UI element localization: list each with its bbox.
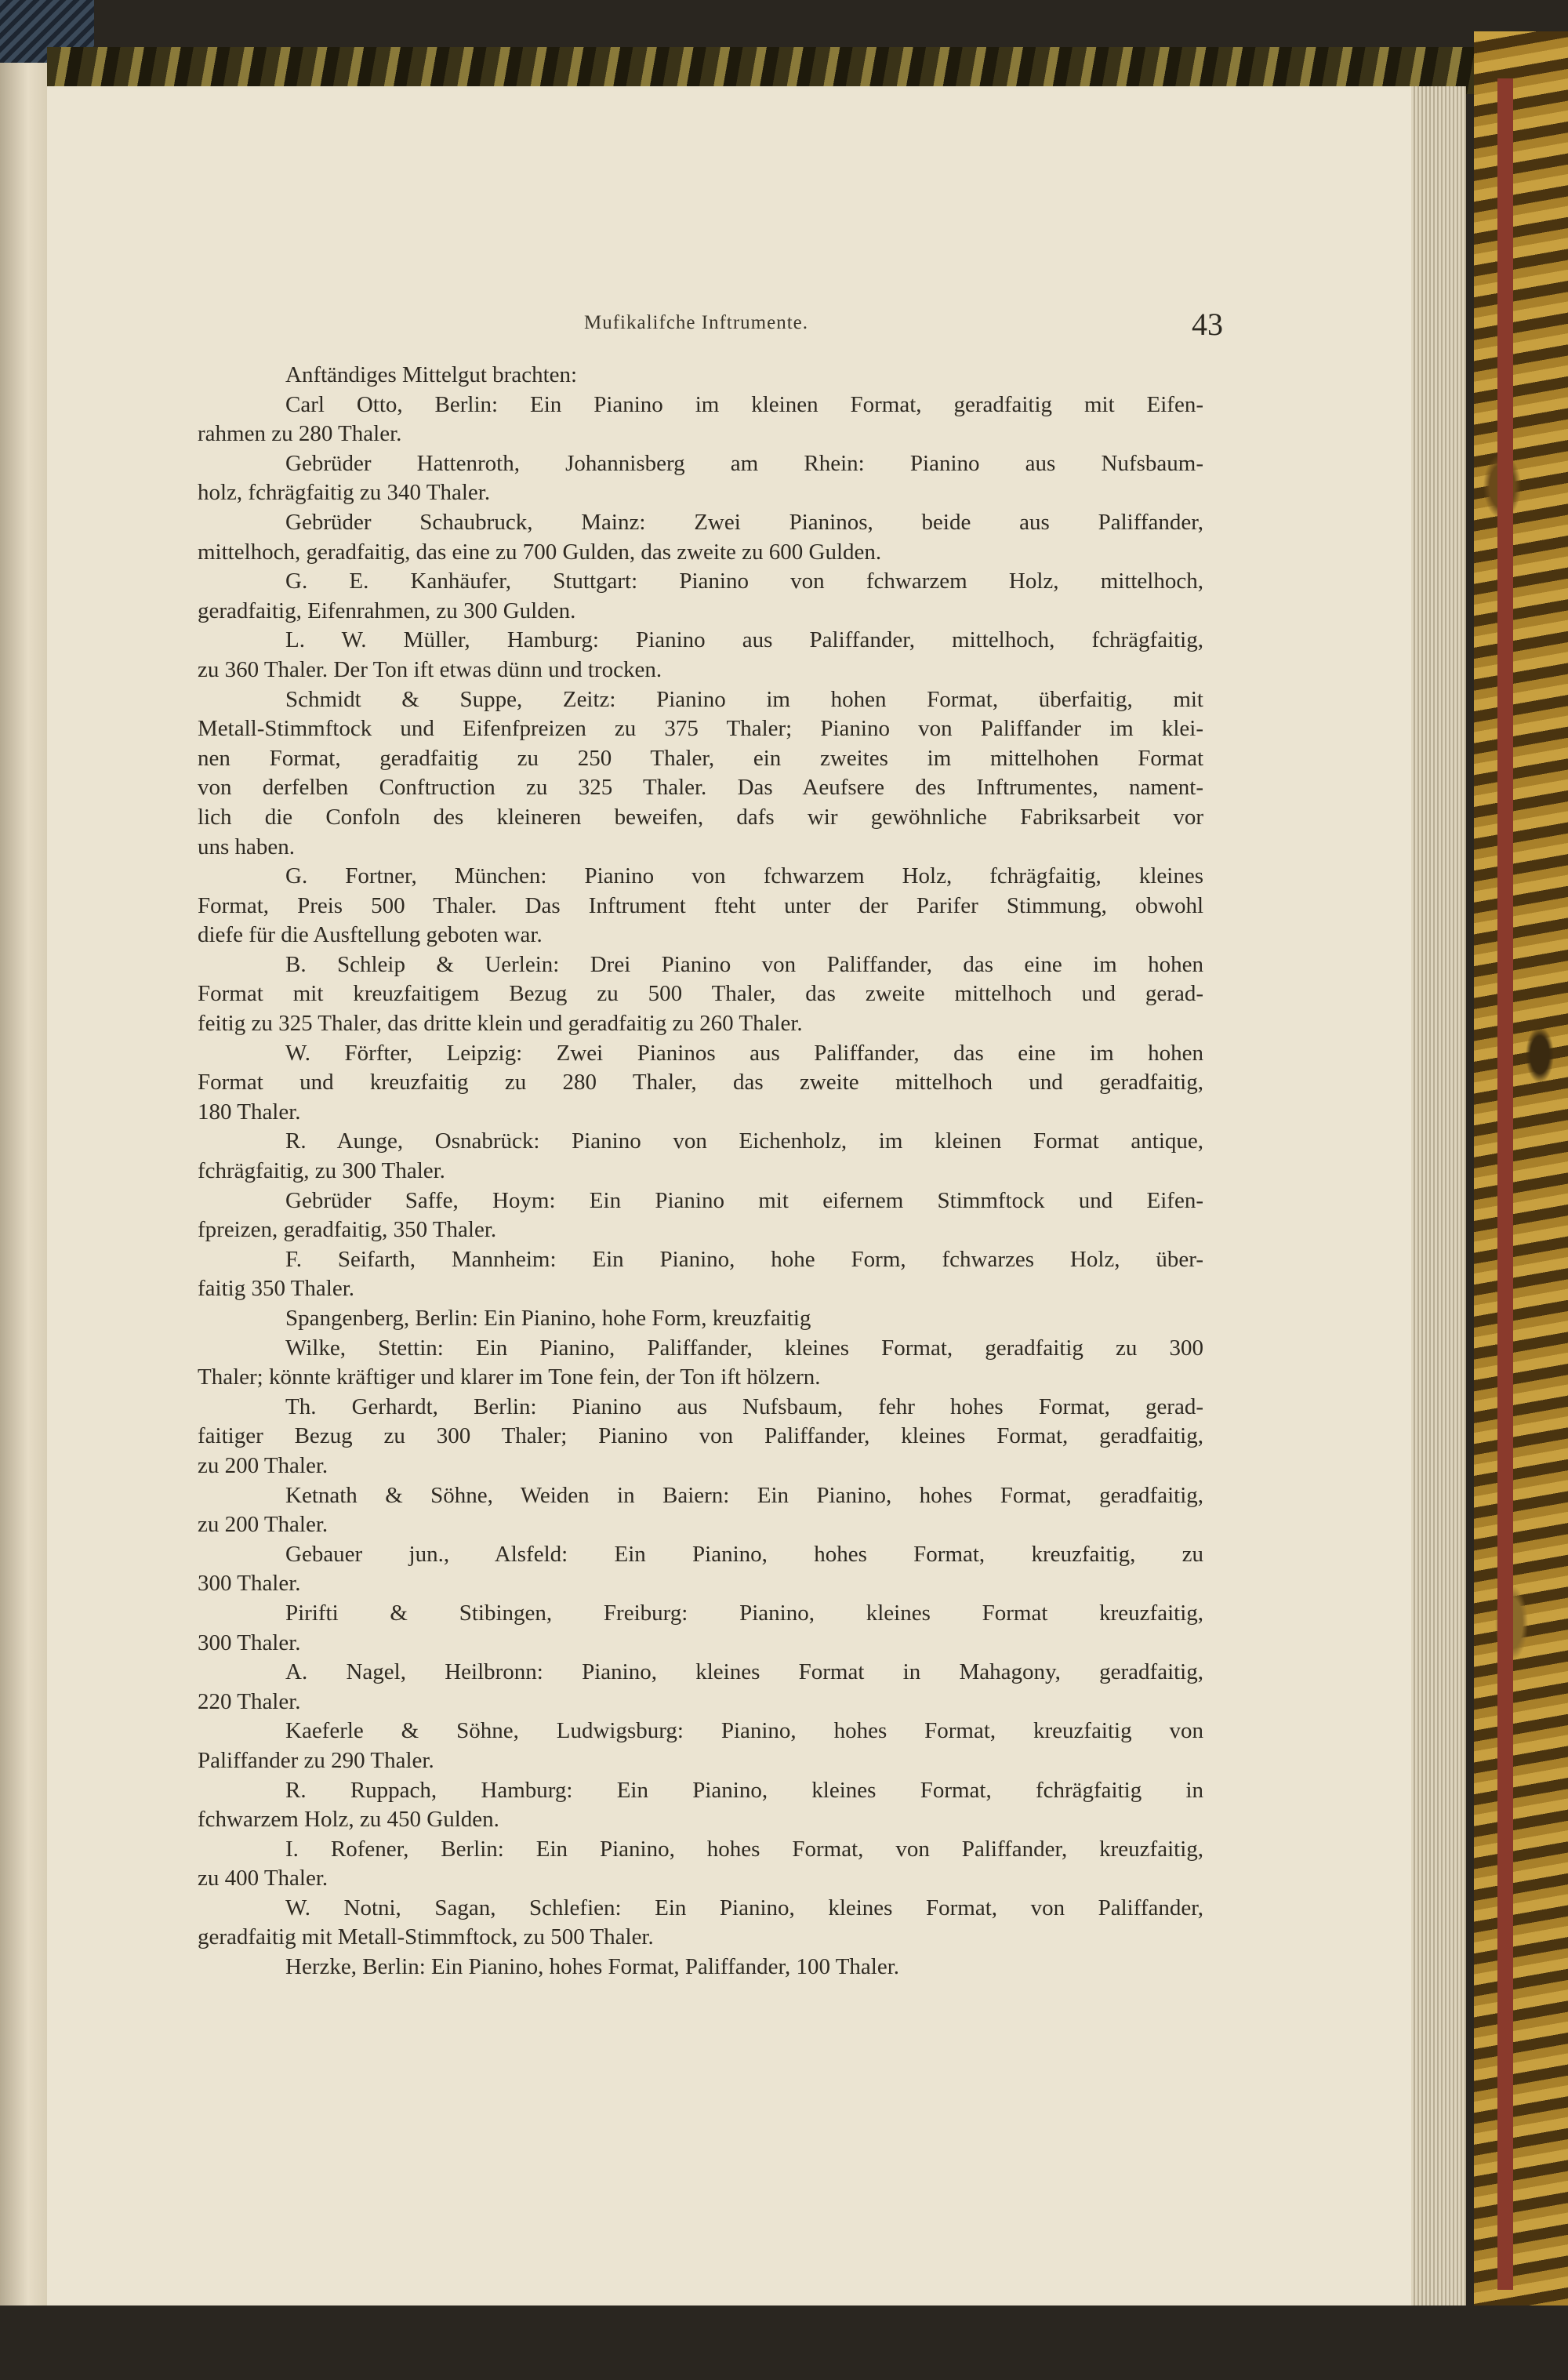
text-line: G. Fortner, München: Pianino von fchwarzem Holz, fchrägfaitig, kleines	[285, 863, 1203, 889]
text-line: zu 200 Thaler.	[198, 1452, 328, 1478]
text-line: I. Rofener, Berlin: Ein Pianino, hohes Format, von Paliffander, kreuzfaitig,	[285, 1836, 1203, 1862]
text-line: Format mit kreuzfaitigem Bezug zu 500 Thaler, das zweite mittelhoch und gerad-	[198, 981, 1203, 1007]
text-line: Kaeferle & Söhne, Ludwigsburg: Pianino, hohes Format, kreuzfaitig von	[285, 1718, 1203, 1744]
text-line: fchwarzem Holz, zu 450 Gulden.	[198, 1807, 499, 1833]
page-number: 43	[1192, 307, 1223, 342]
text-line: Gebrüder Hattenroth, Johannisberg am Rhein: Pianino aus Nufsbaum-	[285, 450, 1203, 476]
text-line: fpreizen, geradfaitig, 350 Thaler.	[198, 1217, 497, 1243]
text-line: Pirifti & Stibingen, Freiburg: Pianino, kleines Format kreuzfaitig,	[285, 1600, 1203, 1626]
text-line: zu 400 Thaler.	[198, 1866, 328, 1891]
text-line: Format und kreuzfaitig zu 280 Thaler, das zweite mittelhoch und geradfaitig,	[198, 1070, 1203, 1096]
text-line: faitig 350 Thaler.	[198, 1276, 354, 1302]
text-line: zu 360 Thaler. Der Ton ift etwas dünn und trocken.	[198, 656, 662, 682]
text-line: R. Ruppach, Hamburg: Ein Pianino, kleines Format, fchrägfaitig in	[285, 1777, 1203, 1803]
text-line: faitiger Bezug zu 300 Thaler; Pianino von Paliffander, kleines Format, geradfaitig,	[198, 1423, 1203, 1449]
text-line: Carl Otto, Berlin: Ein Pianino im kleinen Format, geradfaitig mit Eifen-	[285, 391, 1203, 417]
text-line: W. Notni, Sagan, Schlefien: Ein Pianino, kleines Format, von Paliffander,	[285, 1895, 1203, 1920]
text-line: Gebauer jun., Alsfeld: Ein Pianino, hohes Format, kreuzfaitig, zu	[285, 1541, 1203, 1567]
text-line: nen Format, geradfaitig zu 250 Thaler, ein zweites im mittelhohen Format	[198, 745, 1203, 771]
text-line: Format, Preis 500 Thaler. Das Inftrument fteht unter der Parifer Stimmung, obwohl	[198, 892, 1203, 918]
text-line: Wilke, Stettin: Ein Pianino, Paliffander, kleines Format, geradfaitig zu 300	[285, 1335, 1203, 1361]
text-line: L. W. Müller, Hamburg: Pianino aus Paliffander, mittelhoch, fchrägfaitig,	[285, 627, 1203, 653]
text-line: rahmen zu 280 Thaler.	[198, 421, 402, 447]
text-line: 220 Thaler.	[198, 1688, 301, 1714]
body-text	[198, 361, 1203, 1982]
text-line: mittelhoch, geradfaitig, das eine zu 700 Gulden, das zweite zu 600 Gulden.	[198, 539, 882, 565]
text-line: A. Nagel, Heilbronn: Pianino, kleines Format in Mahagony, geradfaitig,	[285, 1659, 1203, 1685]
text-line: 300 Thaler.	[198, 1571, 301, 1597]
text-line: Herzke, Berlin: Ein Pianino, hohes Format, Paliffander, 100 Thaler.	[285, 1954, 900, 1980]
text-line: Gebrüder Schaubruck, Mainz: Zwei Pianinos, beide aus Paliffander,	[285, 509, 1203, 535]
text-line: Paliffander zu 290 Thaler.	[198, 1747, 434, 1773]
text-line: G. E. Kanhäufer, Stuttgart: Pianino von fchwarzem Holz, mittelhoch,	[285, 569, 1203, 594]
text-line: Spangenberg, Berlin: Ein Pianino, hohe Form, kreuzfaitig	[285, 1306, 811, 1331]
text-line: Schmidt & Suppe, Zeitz: Pianino im hohen Format, überfaitig, mit	[285, 686, 1203, 712]
text-line: fchrägfaitig, zu 300 Thaler.	[198, 1158, 445, 1184]
text-line: B. Schleip & Uerlein: Drei Pianino von Paliffander, das eine im hohen	[285, 951, 1203, 977]
text-line: Anftändiges Mittelgut brachten:	[285, 362, 578, 387]
text-line: 300 Thaler.	[198, 1630, 301, 1655]
text-line: von derfelben Conftruction zu 325 Thaler. Das Aeufsere des Inftrumentes, nament-	[198, 775, 1203, 801]
cover-leather-strip	[1497, 78, 1513, 2290]
text-line: geradfaitig mit Metall-Stimmftock, zu 500 Thaler.	[198, 1924, 654, 1950]
text-line: R. Aunge, Osnabrück: Pianino von Eichenholz, im kleinen Format antique,	[285, 1128, 1203, 1154]
text-line: geradfaitig, Eifenrahmen, zu 300 Gulden.	[198, 598, 576, 623]
marbled-cover	[1474, 31, 1568, 2306]
running-header: Mufikalifche Inftrumente.	[584, 312, 809, 333]
text-line: zu 200 Thaler.	[198, 1512, 328, 1538]
text-line: Th. Gerhardt, Berlin: Pianino aus Nufsbaum, fehr hohes Format, gerad-	[285, 1393, 1203, 1419]
text-line: 180 Thaler.	[198, 1099, 301, 1125]
page-edges	[1411, 86, 1466, 2306]
text-line: Metall-Stimmftock und Eifenfpreizen zu 375 Thaler; Pianino von Paliffander im klei-	[198, 716, 1203, 742]
text-line: W. Förfter, Leipzig: Zwei Pianinos aus Paliffander, das eine im hohen	[285, 1040, 1203, 1066]
text-line: feitig zu 325 Thaler, das dritte klein und geradfaitig zu 260 Thaler.	[198, 1011, 803, 1037]
text-line: lich die Confoln des kleineren beweifen, dafs wir gewöhnliche Fabriksarbeit vor	[198, 804, 1203, 830]
text-line: holz, fchrägfaitig zu 340 Thaler.	[198, 480, 491, 506]
text-line: F. Seifarth, Mannheim: Ein Pianino, hohe Form, fchwarzes Holz, über-	[285, 1246, 1203, 1272]
text-line: diefe für die Ausftellung geboten war.	[198, 922, 543, 948]
text-line: Ketnath & Söhne, Weiden in Baiern: Ein Pianino, hohes Format, geradfaitig,	[285, 1482, 1203, 1508]
text-line: uns haben.	[198, 834, 296, 859]
text-line: Thaler; könnte kräftiger und klarer im Tone fein, der Ton ift hölzern.	[198, 1364, 821, 1390]
text-line: Gebrüder Saffe, Hoym: Ein Pianino mit eifernem Stimmftock und Eifen-	[285, 1187, 1203, 1213]
previous-page-edge	[0, 63, 47, 2306]
